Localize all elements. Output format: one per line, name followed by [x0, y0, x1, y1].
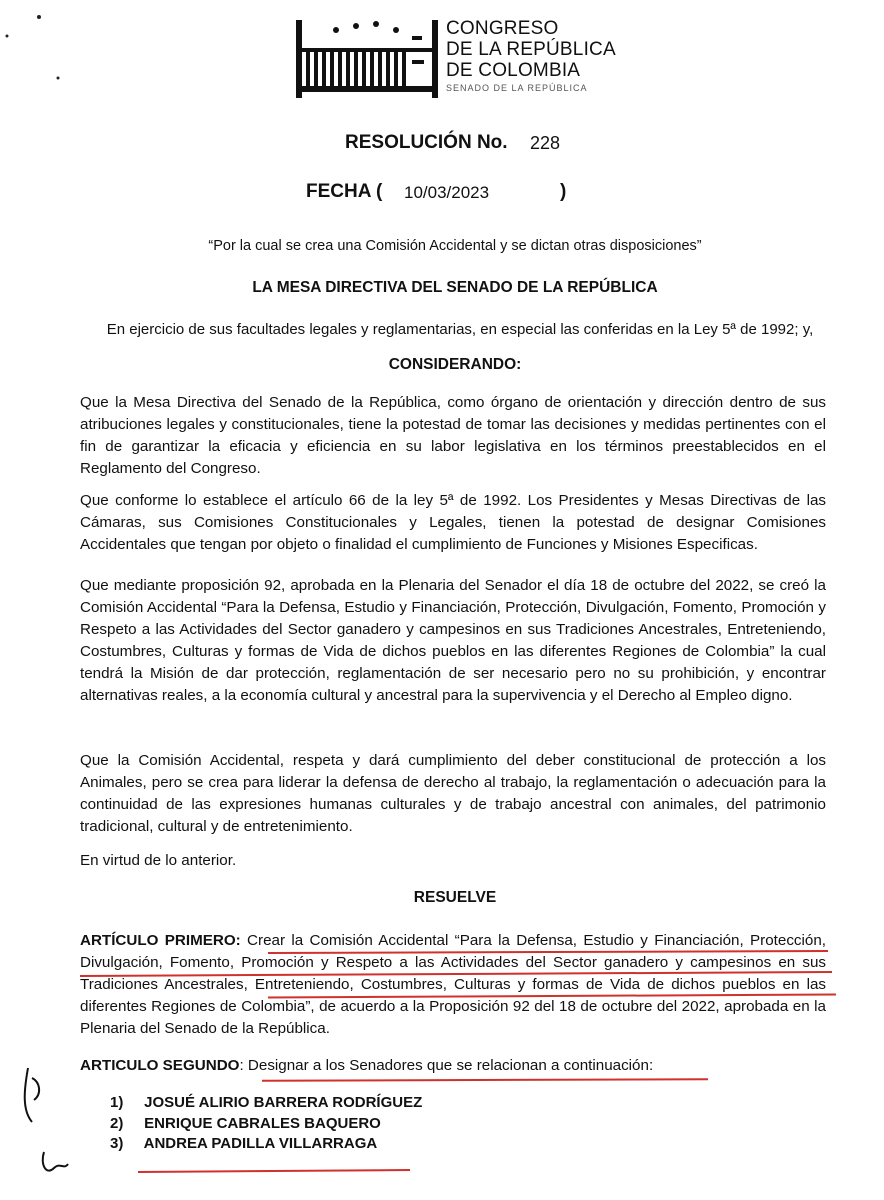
senator-index: 1): [110, 1094, 124, 1111]
senator-name: JOSUÉ ALIRIO BARRERA RODRÍGUEZ: [144, 1094, 423, 1111]
article-1: [80, 930, 826, 1040]
paragraph-5: En virtud de lo anterior.: [80, 852, 237, 869]
article-2-text: : Designar a los Senadores que se relacionan a continuación:: [239, 1057, 654, 1074]
intro-text: En ejercicio de sus facultades legales y reglamentarias, en especial las conferidas en la Ley 5ª de 1992; y,: [106, 321, 814, 338]
logo-text: [446, 18, 616, 95]
article-2-label: ARTICULO SEGUNDO: [80, 1057, 240, 1074]
resolution-subtitle: “Por la cual se crea una Comisión Accidental y se dictan otras disposiciones”: [208, 238, 702, 254]
date-close-paren: ): [560, 181, 567, 202]
handwritten-initials-icon: [10, 1060, 70, 1190]
article-1-label: ARTÍCULO PRIMERO:: [80, 932, 241, 949]
congress-logo: [296, 12, 616, 102]
list-item: [110, 1114, 422, 1135]
resolution-number: 228: [530, 133, 561, 153]
logo-subline: SENADO DE LA REPÚBLICA: [446, 83, 588, 93]
article-1-text: Crear la Comisión Accidental “Para la Defensa, Estudio y Financiación, Protección, Divulgación, Fomento, Promoción y Respeto a las Actividades del Sector ganadero y campesinos en sus Tradiciones Ancestrales, Entreteniendo, Costumbres, Culturas y formas de Vida de dichos pueblos en las diferentes Regiones de Colombia”, de acuerdo a la Proposición 92 del 18 de octubre del 2022, aprobada en la Plenaria del Senado de la República.: [80, 932, 826, 1037]
resuelve-heading: RESUELVE: [413, 889, 497, 906]
date-label: FECHA (: [306, 181, 383, 202]
article-2: [80, 1057, 653, 1074]
paragraph-4: Que la Comisión Accidental, respeta y dará cumplimiento del deber constitucional de protección a los Animales, pero se crea para liderar la defensa de derecho al trabajo, la reglamentación o adecuación para la continuidad de las expresiones humanas culturales y de trabajo ancestral con animales, del patrimonio tradicional, cultural y de entretenimiento.: [80, 752, 826, 835]
senator-index: 3): [110, 1135, 124, 1152]
paragraph-1: Que la Mesa Directiva del Senado de la República, como órgano de orientación y dirección dentro de sus atribuciones legales y constitucionales, tiene la potestad de tomar las decisiones y medidas pertinentes con el fin de garantizar la eficacia y eficiencia en su labor legislativa en los términos preestablecidos en el Reglamento del Congreso.: [80, 394, 826, 477]
considerando-heading: CONSIDERANDO:: [388, 356, 522, 373]
congress-emblem-icon: [296, 12, 446, 102]
paragraph-3: Que mediante proposición 92, aprobada en la Plenaria del Senador el día 18 de octubre del 2022, se creó la Comisión Accidental “Para la Defensa, Estudio y Financiación, Protección, Divulgación, Fomento, Promoción y Respeto a las Actividades del Sector ganadero y campesinos en sus Tradiciones Ancestrales, Entreteniendo, Costumbres, Culturas y formas de Vida de dichos pueblos en las diferentes Regiones de Colombia” la cual tendrá la Misión de dar protección, reglamentación de ser necesario pero no su prohibición, y encontrar alternativas reales, a la economía cultural y ancestral para la supervivencia y el Derecho al Empleo digno.: [80, 577, 826, 704]
senator-name: ENRIQUE CABRALES BAQUERO: [144, 1114, 381, 1132]
senator-list: [110, 1093, 422, 1155]
red-underline: [138, 1169, 410, 1173]
logo-line-2: DE LA REPÚBLICA: [446, 39, 616, 60]
senator-index: 2): [110, 1114, 124, 1132]
date-value: 10/03/2023: [404, 183, 490, 202]
senator-name: ANDREA PADILLA VILLARRAGA: [143, 1135, 378, 1152]
list-item: [110, 1134, 422, 1155]
issuing-body-heading: LA MESA DIRECTIVA DEL SENADO DE LA REPÚBLICA: [252, 279, 658, 296]
logo-line-3: DE COLOMBIA: [446, 60, 581, 81]
logo-line-1: CONGRESO: [446, 18, 559, 39]
list-item: [110, 1093, 422, 1114]
paragraph-2: Que conforme lo establece el artículo 66 de la ley 5ª de 1992. Los Presidentes y Mesas Directivas de las Cámaras, sus Comisiones Constitucionales y Legales, tienen la potestad de designar Comisiones Accidentales que tengan por objeto o finalidad el cumplimiento de Funciones y Misiones Especificas.: [80, 492, 826, 553]
scan-specks-icon: [0, 0, 80, 100]
red-underline: [262, 1078, 708, 1082]
resolution-title: RESOLUCIÓN No.: [345, 132, 508, 153]
